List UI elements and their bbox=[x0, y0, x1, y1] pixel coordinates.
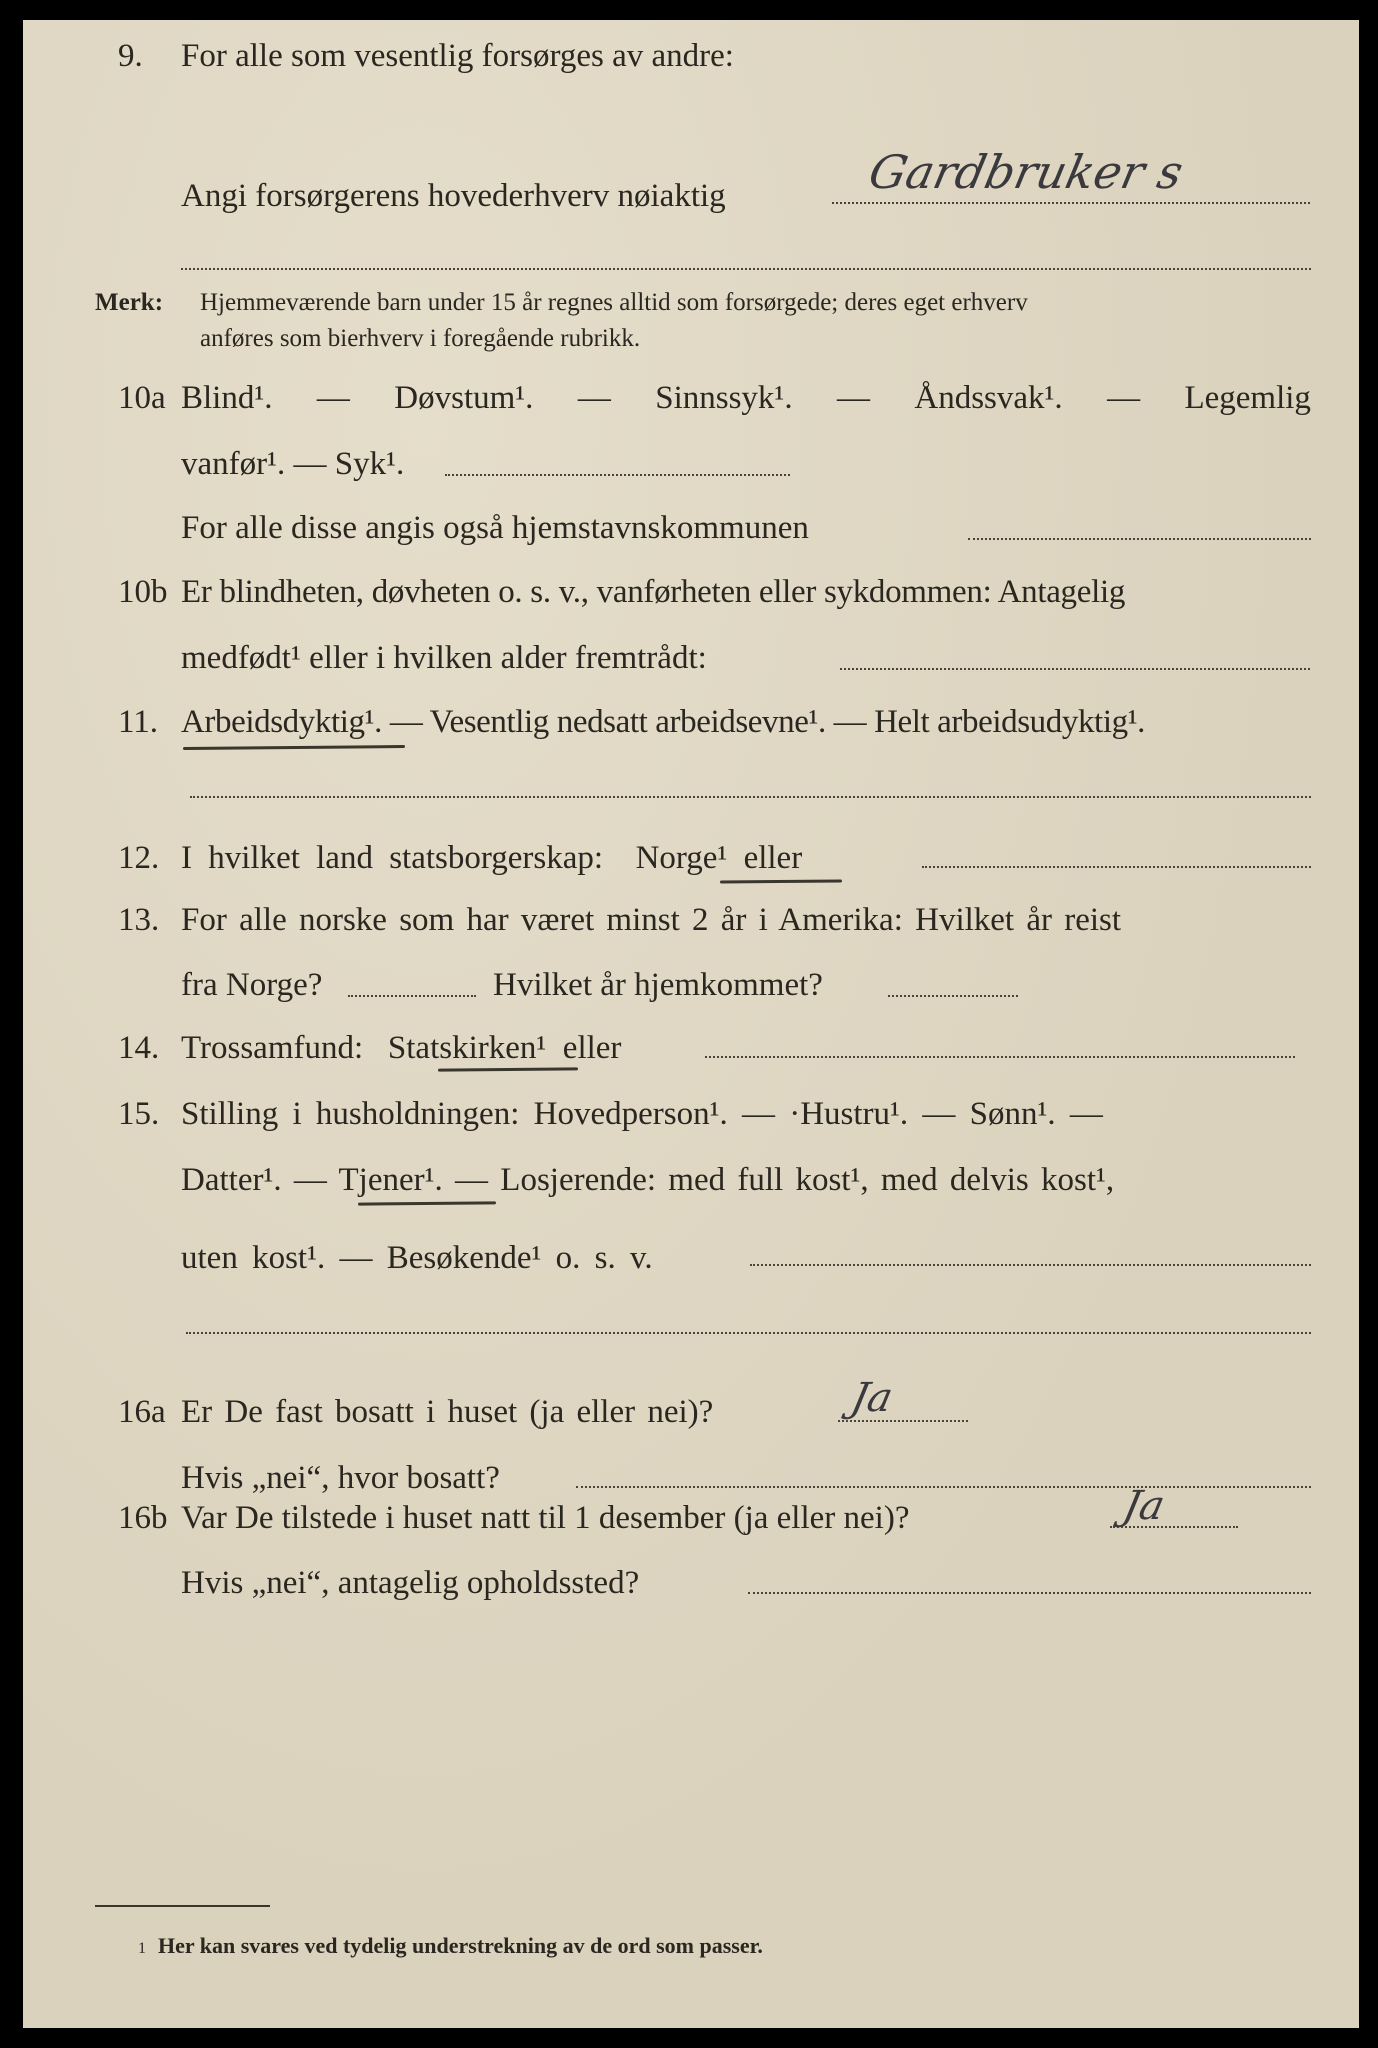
q11-number: 11. bbox=[118, 704, 159, 740]
dash: — bbox=[836, 380, 870, 416]
q14-number: 14. bbox=[118, 1030, 160, 1066]
q14-eller: eller bbox=[562, 1030, 622, 1066]
q10a-line2: vanfør¹. — Syk¹. bbox=[181, 446, 405, 482]
dash: — bbox=[316, 380, 350, 416]
q13-reist-line bbox=[348, 995, 476, 997]
q13-line1: For alle norske som har været minst 2 år i Amerika: Hvilket år reist bbox=[181, 902, 1122, 938]
merk-line1: Hjemmeværende barn under 15 år regnes alltid som forsørgede; deres eget erhverv bbox=[200, 289, 1028, 316]
option-dovstum: Døvstum¹. bbox=[394, 380, 534, 416]
option-sinnssyk: Sinnssyk¹. bbox=[655, 380, 793, 416]
q15-option-tjener[interactable]: Tjener¹. bbox=[338, 1162, 443, 1198]
q10b-line2: medfødt¹ eller i hvilken alder fremtrådt: bbox=[181, 640, 707, 676]
q14-option-statskirken[interactable]: Statskirken¹ bbox=[387, 1030, 547, 1066]
option-blind: Blind¹. bbox=[181, 380, 273, 416]
census-form-page bbox=[23, 20, 1359, 2028]
q9-answer-line bbox=[832, 202, 1310, 204]
q14-answer-line bbox=[705, 1056, 1295, 1058]
q16b-opholdssted-line bbox=[748, 1592, 1311, 1594]
q16b-answer-handwritten[interactable]: Ja bbox=[1119, 1483, 1169, 1529]
q16a-answer-handwritten[interactable]: Ja bbox=[847, 1375, 897, 1421]
q15-datter: Datter¹. — bbox=[181, 1162, 327, 1198]
q16a-line2: Hvis „nei“, hvor bosatt? bbox=[181, 1460, 500, 1496]
merk-label: Merk: bbox=[95, 289, 164, 316]
q16a-line1: Er De fast bosatt i huset (ja eller nei)? bbox=[181, 1394, 714, 1430]
q16a-number: 16a bbox=[118, 1394, 166, 1430]
q9-extra-line bbox=[181, 268, 1311, 270]
q9-number: 9. bbox=[118, 38, 143, 74]
q15-line3: uten kost¹. — Besøkende¹ o. s. v. bbox=[181, 1240, 653, 1276]
q9-answer-handwritten[interactable]: Gardbruker s bbox=[864, 145, 1188, 199]
q16b-line1: Var De tilstede i huset natt til 1 desember (ja eller nei)? bbox=[181, 1500, 910, 1536]
q16b-line2: Hvis „nei“, antagelig opholdssted? bbox=[181, 1565, 640, 1601]
q15-answer-line bbox=[750, 1264, 1311, 1266]
q12-eller: eller bbox=[743, 840, 803, 876]
q13-hjemkommet-line bbox=[888, 995, 1018, 997]
q10a-line3: For alle disse angis også hjemstavnskommunen bbox=[181, 510, 809, 546]
option-andssvak: Åndssvak¹. bbox=[914, 380, 1063, 416]
dash: — bbox=[1107, 380, 1141, 416]
q11-line bbox=[181, 702, 1145, 742]
q16a-bosatt-line bbox=[576, 1486, 1311, 1488]
q10a-hjemstavn-line bbox=[968, 538, 1311, 540]
q11-extra-line bbox=[190, 796, 1311, 798]
q16b-number: 16b bbox=[118, 1500, 168, 1536]
footnote-text: Her kan svares ved tydelig understrekning av de ord som passer. bbox=[158, 1933, 763, 1958]
q10b-age-line bbox=[840, 668, 1310, 670]
q10b-number: 10b bbox=[118, 574, 168, 610]
q15-extra-line bbox=[186, 1332, 1311, 1334]
q14-line bbox=[181, 1028, 621, 1068]
q10a-syk-line bbox=[445, 474, 790, 476]
dash: — bbox=[577, 380, 611, 416]
q12-number: 12. bbox=[118, 840, 160, 876]
q15-line1: Stilling i husholdningen: Hovedperson¹. — ·Hustru¹. — Sønn¹. — bbox=[181, 1096, 1103, 1132]
q13-line2a: fra Norge? bbox=[181, 967, 323, 1003]
q12-label: I hvilket land statsborgerskap: bbox=[181, 840, 604, 876]
merk-line2: anføres som bierhverv i foregående rubrikk. bbox=[200, 325, 641, 352]
q9-line2: Angi forsørgerens hovederhverv nøiaktig bbox=[181, 178, 726, 214]
q10a-line1 bbox=[181, 378, 1311, 418]
q9-line1: For alle som vesentlig forsørges av andre: bbox=[181, 38, 734, 74]
q15-line2 bbox=[181, 1160, 1114, 1200]
q15-losjerende: — Losjerende: med full kost¹, med delvis kost¹, bbox=[455, 1162, 1115, 1198]
q12-option-norge[interactable]: Norge¹ bbox=[635, 840, 728, 876]
footnote-marker: 1 bbox=[138, 1940, 146, 1957]
q15-number: 15. bbox=[118, 1096, 160, 1132]
q13-line2b: Hvilket år hjemkommet? bbox=[493, 967, 823, 1003]
q13-number: 13. bbox=[118, 902, 160, 938]
q11-other-options: — Vesentlig nedsatt arbeidsevne¹. — Helt arbeidsudyktig¹. bbox=[381, 704, 1146, 740]
q11-option-arbeidsdyktig[interactable]: Arbeidsdyktig¹. bbox=[181, 704, 382, 740]
q12-line bbox=[181, 838, 802, 878]
footnote-rule bbox=[95, 1905, 270, 1907]
option-legemlig: Legemlig bbox=[1184, 380, 1311, 416]
footnote bbox=[138, 1933, 763, 1959]
q10a-number: 10a bbox=[118, 380, 166, 416]
q12-answer-line bbox=[922, 866, 1311, 868]
q14-label: Trossamfund: bbox=[181, 1030, 364, 1066]
q10b-line1: Er blindheten, døvheten o. s. v., vanførheten eller sykdommen: Antagelig bbox=[181, 574, 1126, 610]
